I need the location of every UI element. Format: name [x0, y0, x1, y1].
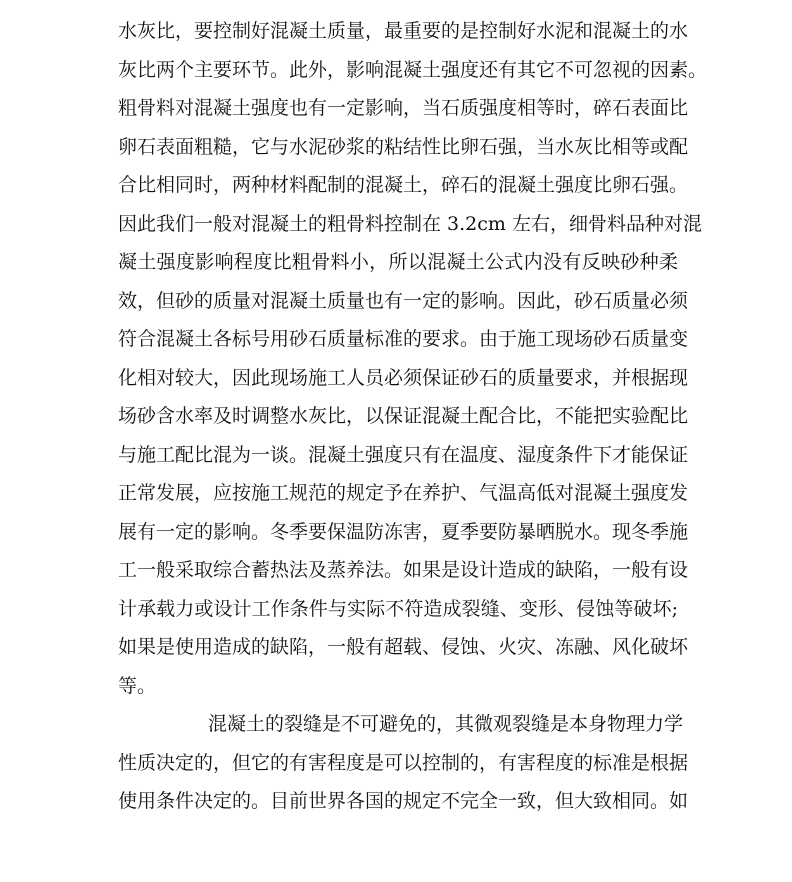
text-line: 使用条件决定的。目前世界各国的规定不完全一致，但大致相同。如 — [118, 790, 689, 812]
text-line: 工一般采取综合蓄热法及蒸养法。如果是设计造成的缺陷，一般有设 — [118, 559, 689, 581]
text-line: 粗骨料对混凝土强度也有一定影响，当石质强度相等时，碎石表面比 — [118, 97, 689, 119]
text-line: 如果是使用造成的缺陷，一般有超载、侵蚀、火灾、冻融、风化破坏 — [118, 636, 689, 658]
text-line: 灰比两个主要环节。此外，影响混凝土强度还有其它不可忽视的因素。 — [118, 58, 708, 81]
text-line: 场砂含水率及时调整水灰比，以保证混凝土配合比，不能把实验配比 — [118, 405, 689, 427]
text-line: 水灰比，要控制好混凝土质量，最重要的是控制好水泥和混凝土的水 — [118, 20, 689, 42]
text-line: 与施工配比混为一谈。混凝土强度只有在温度、湿度条件下才能保证 — [118, 443, 689, 466]
text-line: 效，但砂的质量对混凝土质量也有一定的影响。因此，砂石质量必须 — [118, 289, 689, 312]
text-line: 因此我们一般对混凝土的粗骨料控制在 3.2cm 左右，细骨料品种对混 — [118, 212, 702, 235]
text-line: 合比相同时，两种材料配制的混凝土，碎石的混凝土强度比卵石强。 — [118, 174, 689, 196]
paragraph-1 — [118, 12, 708, 705]
text-line: 性质决定的，但它的有害程度是可以控制的，有害程度的标准是根据 — [118, 751, 689, 774]
text-line: 展有一定的影响。冬季要保温防冻害，夏季要防暴晒脱水。现冬季施 — [118, 520, 689, 543]
text-line: 凝土强度影响程度比粗骨料小，所以混凝土公式内没有反映砂种柔 — [118, 251, 678, 273]
text-line: 等。 — [118, 674, 157, 697]
text-line: 卵石表面粗糙，它与水泥砂浆的粘结性比卵石强，当水灰比相等或配 — [118, 135, 689, 158]
text-line: 化相对较大，因此现场施工人员必须保证砂石的质量要求，并根据现 — [118, 366, 689, 389]
text-line: 计承载力或设计工作条件与实际不符造成裂缝、变形、侵蚀等破坏; — [118, 597, 678, 620]
paragraph-2 — [118, 705, 689, 821]
text-line: 混凝土的裂缝是不可避免的，其微观裂缝是本身物理力学 — [208, 713, 684, 735]
body-text — [118, 12, 708, 821]
text-line: 正常发展，应按施工规范的规定予在养护、气温高低对混凝土强度发 — [118, 482, 689, 504]
text-line: 符合混凝土各标号用砂石质量标准的要求。由于施工现场砂石质量变 — [118, 328, 689, 350]
